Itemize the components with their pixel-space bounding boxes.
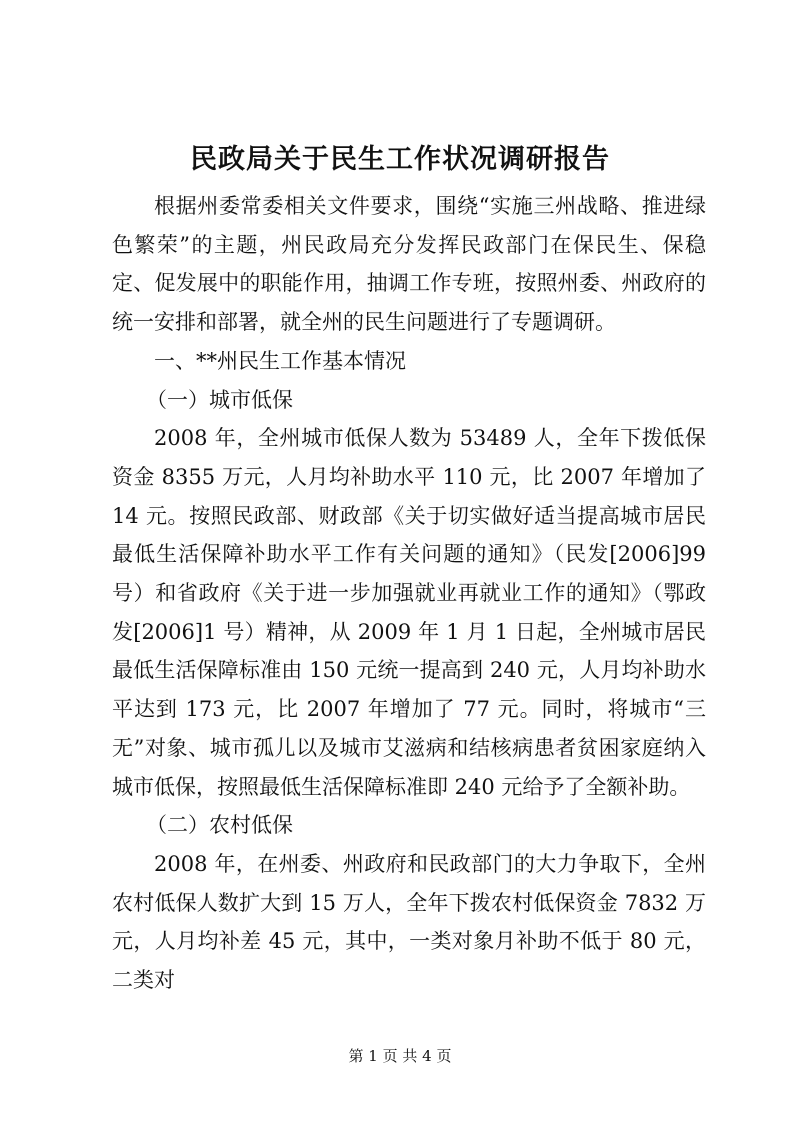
document-body	[112, 187, 706, 1000]
subsection-heading-rural: （二）农村低保	[146, 813, 293, 838]
paragraph-intro: 根据州委常委相关文件要求，围绕“实施三州战略、推进绿色繁荣”的主题，州民政局充分发挥民政部门在保民生、保稳定、促发展中的职能作用，抽调工作专班，按照州委、州政府的统一安排和部署，就全州的民生问题进行了专题调研。	[112, 194, 706, 335]
subsection-heading-urban: （一）城市低保	[146, 387, 293, 412]
document-title: 民政局关于民生工作状况调研报告	[190, 144, 610, 175]
section-heading-1: 一、**州民生工作基本情况	[154, 348, 406, 373]
paragraph-urban-subsistence: 2008 年，全州城市低保人数为 53489 人，全年下拨低保资金 8355 万元，人月均补助水平 110 元，比 2007 年增加了 14 元。按照民政部、财政部《关于切实做好适当提高城市居民最低生活保障补助水平工作有关问题的通知》（民发[2006]99 号）和省政府《关于进一步加强就业再就业工作的通知》（鄂政发[2006]1 号）精神，从 2009 年 1 月 1 日起，全州城市居民最低生活保障标准由 150 元统一提高到 240 元，人月均补助水平达到 173 元，比 2007 年增加了 77 元。同时，将城市“三无”对象、城市孤儿以及城市艾滋病和结核病患者贫困家庭纳入城市低保，按照最低生活保障标准即 240 元给予了全额补助。	[112, 426, 706, 799]
paragraph-rural-subsistence: 2008 年，在州委、州政府和民政部门的大力争取下，全州农村低保人数扩大到 15 万人，全年下拨农村低保资金 7832 万元，人月均补差 45 元，其中，一类对象月补助不低于 80 元，二类对	[112, 851, 706, 993]
page-number-footer: 第 1 页 共 4 页	[348, 1047, 452, 1065]
